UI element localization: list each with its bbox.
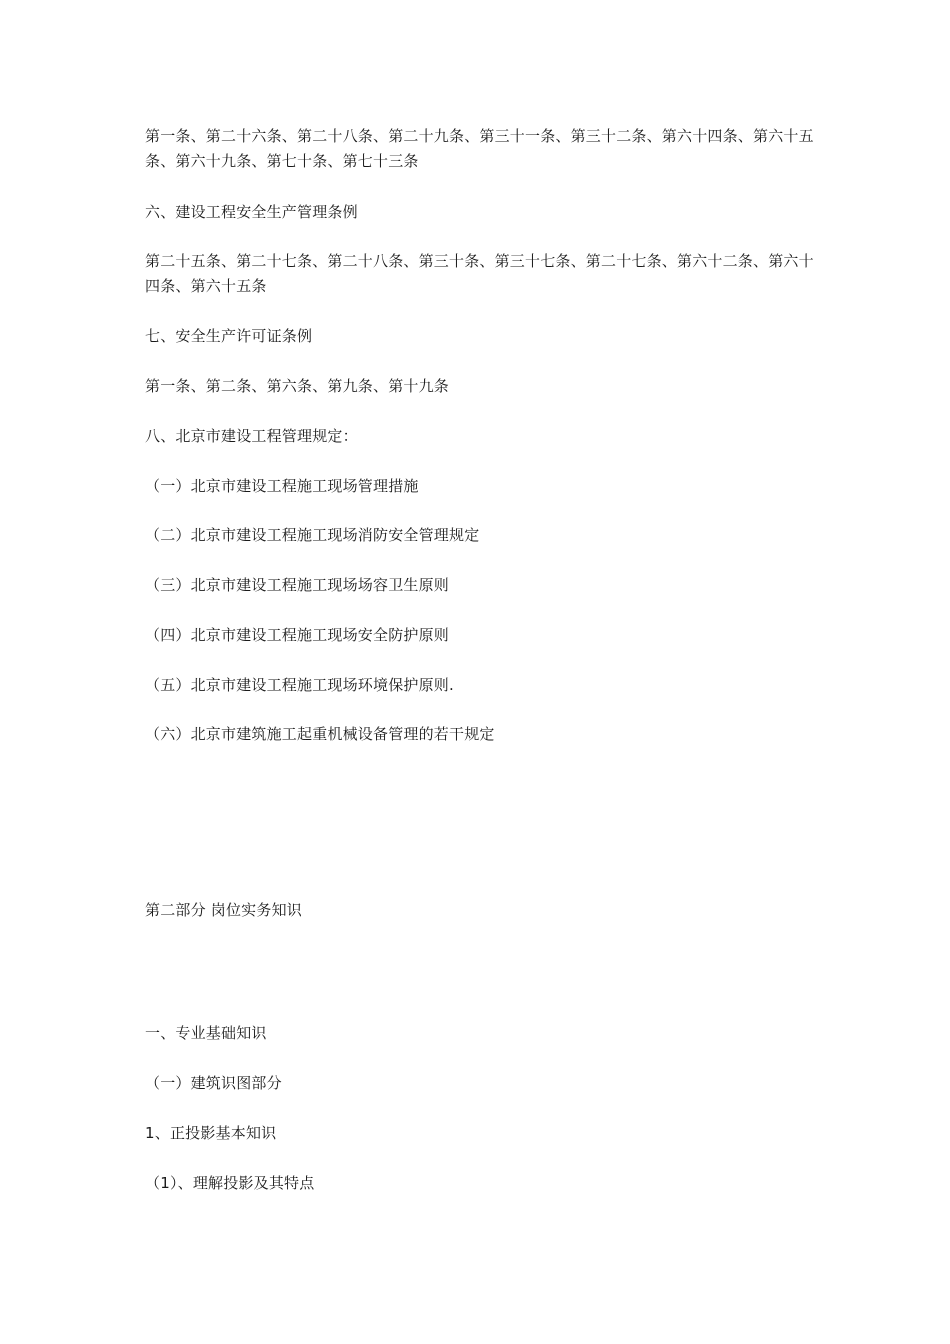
article-list-2: 第二十五条、第二十七条、第二十八条、第三十条、第三十七条、第二十七条、第六十二条、第六十四条、第六十五条 <box>145 252 814 295</box>
subsection-heading: （一）建筑识图部分 <box>145 1074 282 1092</box>
article-list-1: 第一条、第二十六条、第二十八条、第二十九条、第三十一条、第三十二条、第六十四条、第六十五条、第六十九条、第七十条、第七十三条 <box>145 127 814 170</box>
sub-item-1: （一）北京市建设工程施工现场管理措施 <box>145 477 419 495</box>
chapter-heading: 一、专业基础知识 <box>145 1024 267 1042</box>
topic-item: （1）、理解投影及其特点 <box>145 1174 315 1192</box>
sub-item-5: （五）北京市建设工程施工现场环境保护原则. <box>145 676 454 694</box>
topic-heading: 1、正投影基本知识 <box>145 1124 277 1142</box>
section-heading-8: 八、北京市建设工程管理规定： <box>145 427 358 445</box>
sub-item-2: （二）北京市建设工程施工现场消防安全管理规定 <box>145 526 480 544</box>
section-heading-7: 七、安全生产许可证条例 <box>145 327 313 345</box>
part-heading: 第二部分 岗位实务知识 <box>145 901 302 919</box>
article-list-3: 第一条、第二条、第六条、第九条、第十九条 <box>145 377 450 395</box>
section-heading-6: 六、建设工程安全生产管理条例 <box>145 203 358 221</box>
sub-item-4: （四）北京市建设工程施工现场安全防护原则 <box>145 626 450 644</box>
sub-item-6: （六）北京市建筑施工起重机械设备管理的若干规定 <box>145 725 495 743</box>
sub-item-3: （三）北京市建设工程施工现场场容卫生原则 <box>145 576 450 594</box>
